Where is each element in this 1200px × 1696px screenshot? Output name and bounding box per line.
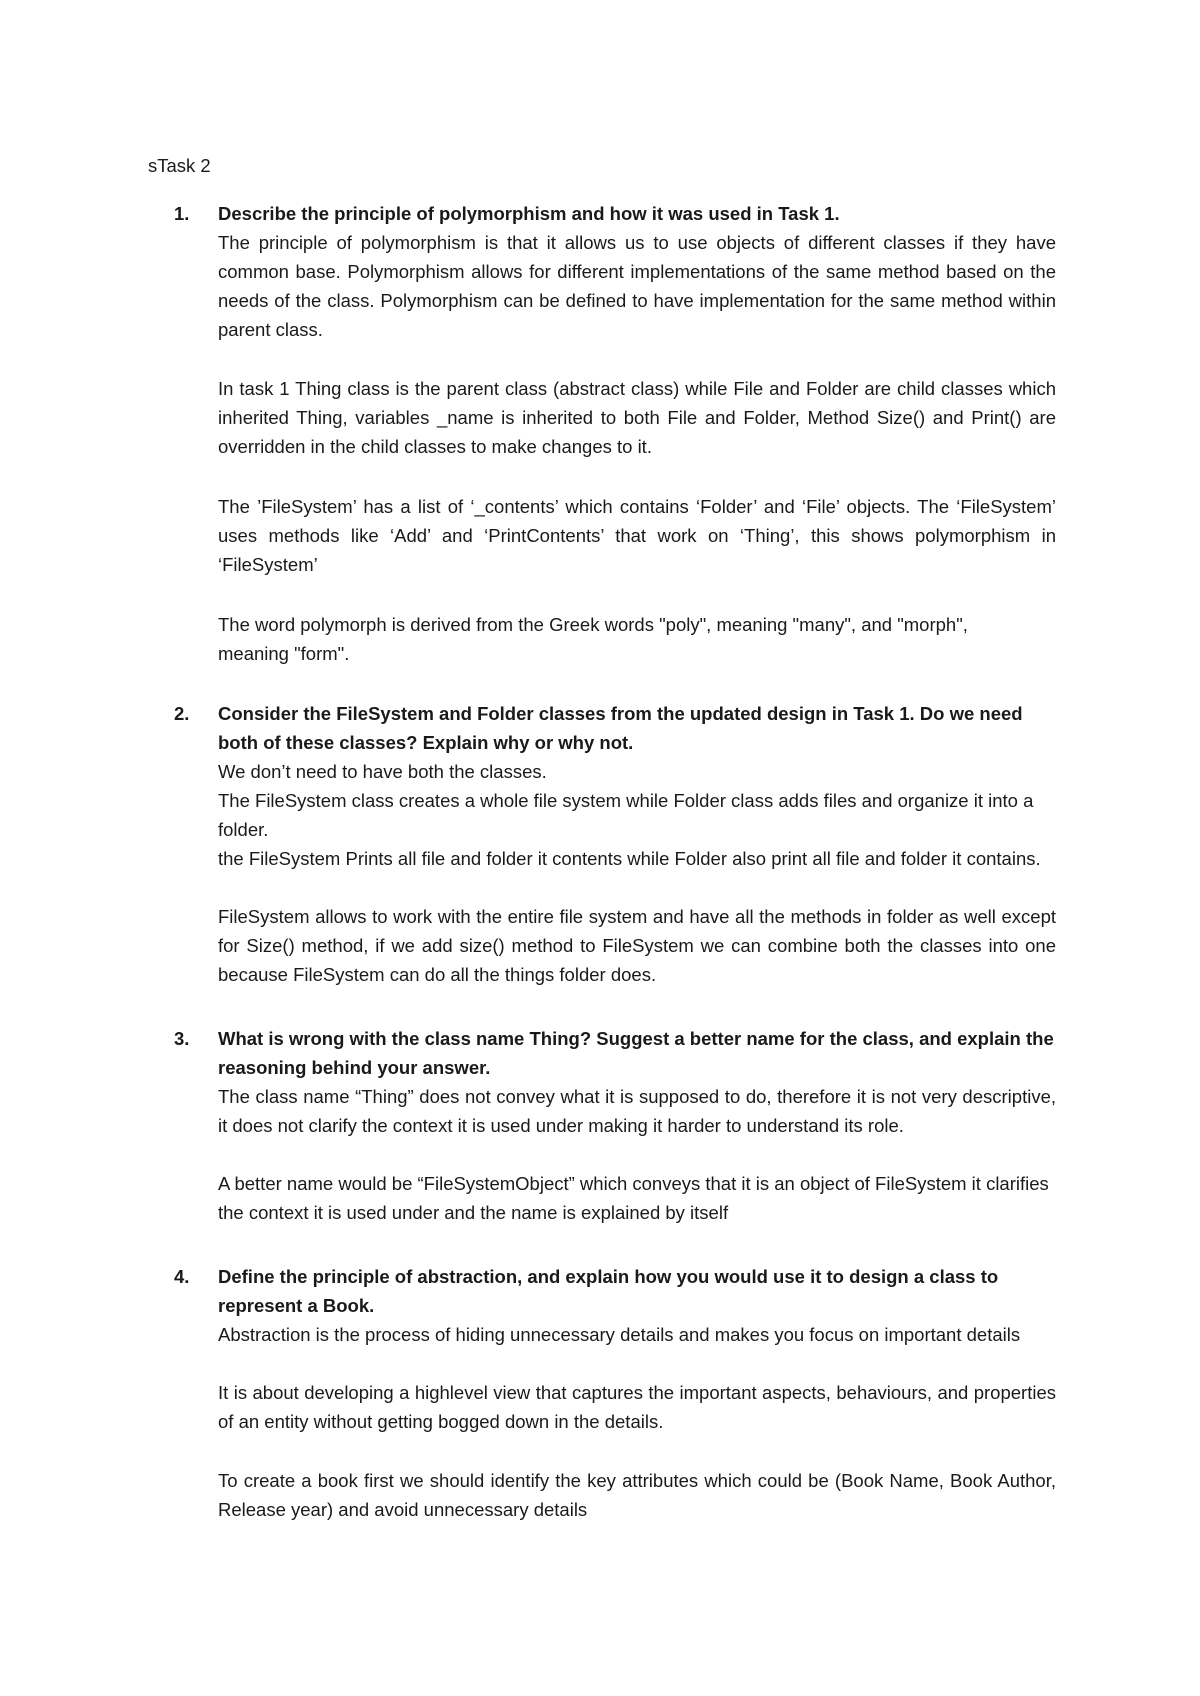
question-heading: Consider the FileSystem and Folder classes from the updated design in Task 1. Do we need both of these classes? Explain why or why not. bbox=[218, 703, 1023, 753]
answer-paragraph: The ’FileSystem’ has a list of ‘_contents’ which contains ‘Folder’ and ‘File’ objects. The ‘FileSystem’ uses methods like ‘Add’ and ‘PrintContents’ that work on ‘Thing’, this shows polymorphism in ‘FileSystem’ bbox=[218, 496, 1056, 575]
question-heading: Define the principle of abstraction, and explain how you would use it to design a class to represent a Book. bbox=[218, 1266, 999, 1316]
answer-paragraph: In task 1 Thing class is the parent class (abstract class) while File and Folder are child classes which inherited Thing, variables _name is inherited to both File and Folder, Method Size() and Print() are overridden in the child classes to make changes to it. bbox=[218, 378, 1056, 457]
question-heading: Describe the principle of polymorphism and how it was used in Task 1. bbox=[218, 203, 840, 224]
answer-paragraph: A better name would be “FileSystemObject” which conveys that it is an object of FileSystem it clarifies the context it is used under and the name is explained by itself bbox=[218, 1173, 1049, 1223]
question-number: 1. bbox=[174, 203, 190, 224]
document-title: sTask 2 bbox=[148, 155, 211, 176]
answer-paragraph: Abstraction is the process of hiding unnecessary details and makes you focus on important details bbox=[218, 1324, 1021, 1345]
answer-paragraph: the FileSystem Prints all file and folder it contents while Folder also print all file and folder it contains. bbox=[218, 848, 1041, 869]
answer-paragraph: The word polymorph is derived from the Greek words "poly", meaning "many", and "morph", meaning "form". bbox=[218, 614, 968, 664]
answer-paragraph: We don’t need to have both the classes. bbox=[218, 761, 547, 782]
answer-paragraph: The principle of polymorphism is that it allows us to use objects of different classes if they have common base. Polymorphism allows for different implementations of the same method based on the needs of the class. Polymorphism can be defined to have implementation for the same method within parent class. bbox=[218, 232, 1056, 340]
question-number: 3. bbox=[174, 1028, 190, 1049]
answer-paragraph: It is about developing a highlevel view that captures the important aspects, behaviours, and properties of an entity without getting bogged down in the details. bbox=[218, 1382, 1056, 1432]
question-heading: What is wrong with the class name Thing? Suggest a better name for the class, and explain the reasoning behind your answer. bbox=[218, 1028, 1054, 1078]
answer-paragraph: The class name “Thing” does not convey what it is supposed to do, therefore it is not very descriptive, it does not clarify the context it is used under making it harder to understand its role. bbox=[218, 1086, 1056, 1136]
answer-paragraph: The FileSystem class creates a whole file system while Folder class adds files and organize it into a folder. bbox=[218, 790, 1034, 840]
question-number: 2. bbox=[174, 703, 190, 724]
answer-paragraph: FileSystem allows to work with the entire file system and have all the methods in folder as well except for Size() method, if we add size() method to FileSystem we can combine both the classes into one because FileSystem can do all the things folder does. bbox=[218, 906, 1056, 985]
answer-paragraph: To create a book first we should identify the key attributes which could be (Book Name, Book Author, Release year) and avoid unnecessary details bbox=[218, 1470, 1056, 1520]
question-number: 4. bbox=[174, 1266, 190, 1287]
